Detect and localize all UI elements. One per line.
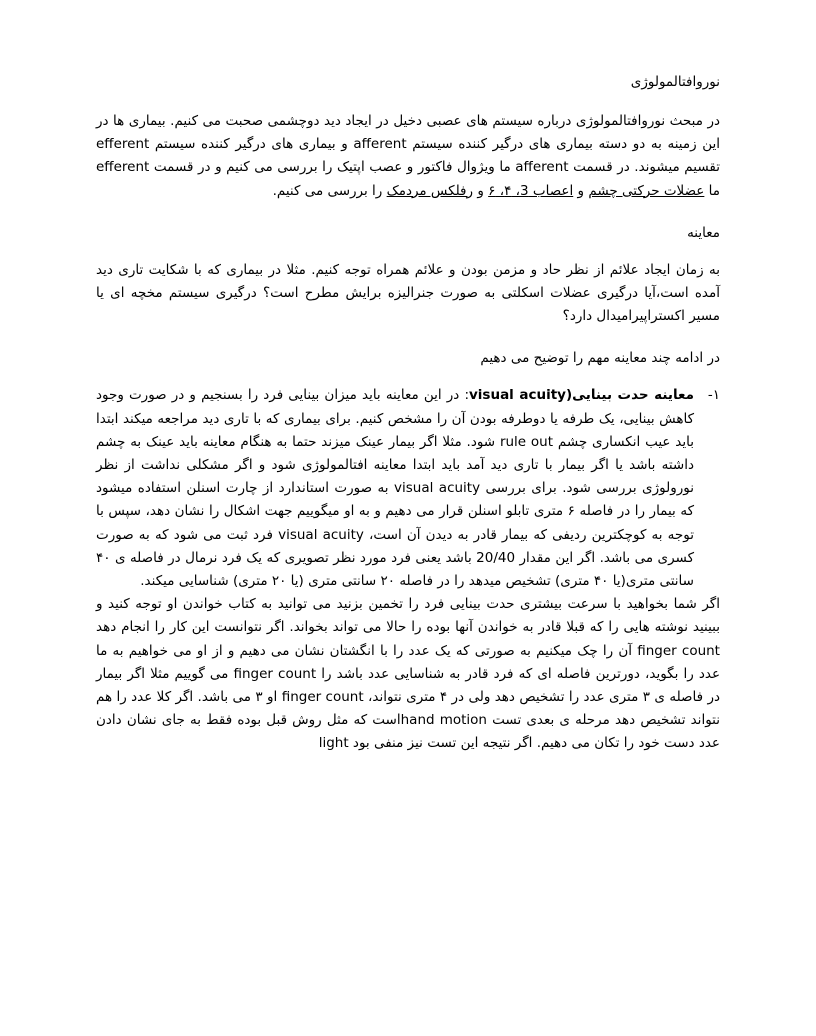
list-item-bold-title: معاینه حدت بینایی(visual acuity: [469, 387, 694, 404]
underlined-cranial-nerves: اعصاب 3، ۴، ۶: [488, 182, 574, 199]
exam-paragraph: به زمان ایجاد علائم از نظر حاد و مزمن بودن و علائم همراه توجه کنیم. مثلا در بیماری که با شکایت تاری دید آمده است،آیا درگیری عضلات اسکلتی به صورت جنرالیزه برایش مطرح است؟ درگیری سیستم مخچه ای یا مسیر اکستراپیرامیدال دارد؟: [96, 261, 720, 325]
intro-paragraph: [96, 110, 720, 203]
after-paragraph: اگر شما بخواهید با سرعت بیشتری حدت بینایی فرد را تخمین بزنید می توانید به کتاب خواندن او توجه کنید و ببینید نوشته هایی را که قبلا قادر به خواندن آنها بوده را حالا می تواند بخواند. اگر نتوانست این کار را انجام دهد finger count آن را چک میکنیم به صورتی که یک عدد را با انگشتان نشان می دهیم و از او می خواهیم به ما عدد را بگوید، دورترین فاصله ای که فرد قادر به شناسایی عدد باشد را finger count می گوییم مثلا اگر بیمار در فاصله ی ۳ متری عدد را تشخیص دهد ولی در ۴ متری نتواند، finger count او ۳ می باشد. اگر کلا عدد را هم نتواند تشخیص دهد مرحله ی بعدی تست hand motionاست که مثل روش قبل بوده فقط به جای نشان دادن عدد دست خود را تکان می دهیم. اگر نتیجه این تست نیز منفی بود light: [96, 596, 721, 752]
list-item-text: [96, 384, 694, 593]
list-item-body: : در این معاینه باید میزان بینایی فرد را بسنجیم و در صورت وجود کاهش بینایی، یک طرفه یا دوطرفه بودن آن را مشخص کنیم. برای بیماری که با تاری دید مراجعه میکند ابتدا باید عیب انکساری چشم rule out شود. مثلا اگر بیمار عینک میزند حتما به هنگام معاینه باید عینک به چشم داشته باشد یا اگر بیمار با تاری دید آمد باید ابتدا معاینه افتالمولوژی شود و اگر مشکلی نداشت از نظر نورولوژی بررسی شود. برای بررسی visual acuity به صورت استاندارد از چارت اسنلن استفاده میشود که بیمار را در فاصله ۶ متری تابلو اسنلن قرار می دهیم و به او میگوییم جهت اشکال را نشان دهد، سپس با توجه به کوچکترین ردیفی که بیمار قادر به دیدن آن است، visual acuity فرد ثبت می شود که به صورت کسری می باشد. اگر این مقدار 20/40 باشد یعنی فرد مورد نظر تصویری که یک فرد نرمال در فاصله ی ۴۰ سانتی متری(یا ۴۰ متری) تشخیص میدهد را در فاصله ۲۰ سانتی متری (یا ۲۰ متری) شناسایی میکند.: [96, 387, 694, 590]
document-title: نوروافتالمولوژی: [630, 74, 720, 90]
intro-text-b: و: [573, 182, 589, 199]
intro-text-d: را بررسی می کنیم.: [272, 182, 387, 199]
continue-line: در ادامه چند معاینه مهم را توضیح می دهیم: [480, 350, 720, 367]
intro-text-c: و: [473, 182, 489, 199]
exam-heading: معاینه: [687, 224, 720, 241]
underlined-eye-muscles: عضلات حرکتی چشم: [588, 182, 705, 199]
list-item-visual-acuity: [96, 384, 720, 593]
list-number: ۱-: [707, 387, 720, 404]
underlined-pupil-reflex: رفلکس مردمک: [386, 182, 474, 199]
intro-text-a: در مبحث نوروافتالمولوژی درباره سیستم های عصبی دخیل در ایجاد دید دوچشمی صحبت می کنیم. بیماری ها در این زمینه به دو دسته بیماری های درگیر کننده سیستم afferent و بیماری های درگیر کننده سیستم efferent تقسیم میشوند. در قسمت afferent ما ویژوال فاکتور و عصب اپتیک را بررسی می کنیم و در قسمت efferent ما: [96, 113, 720, 199]
